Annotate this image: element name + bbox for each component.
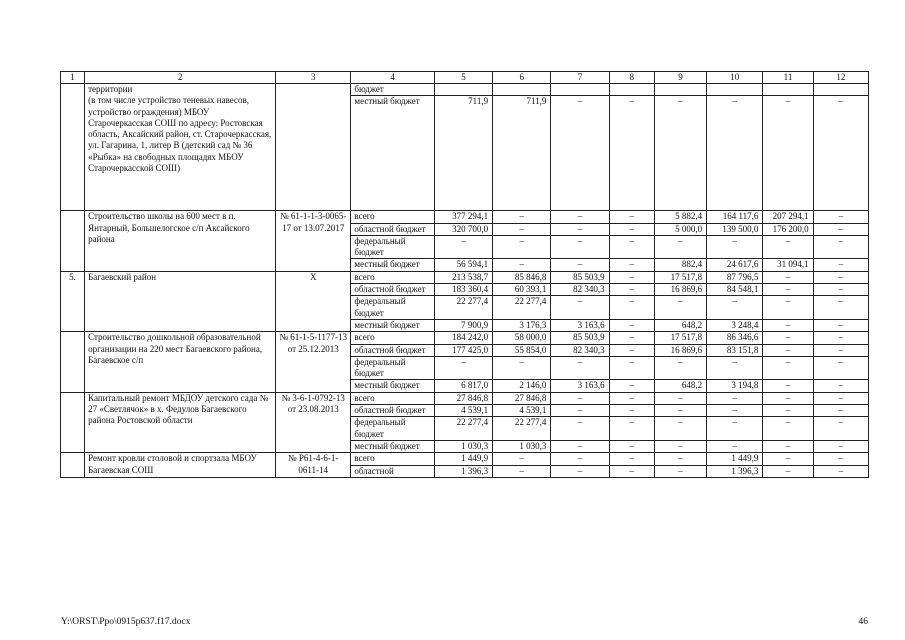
value-cell: 3 248,4: [707, 319, 763, 331]
value-cell: –: [493, 465, 551, 477]
value-cell: –: [813, 235, 868, 259]
value-cell: 83 151,8: [707, 344, 763, 356]
value-cell: 16 869,6: [654, 284, 706, 296]
value-cell: 17 517,8: [654, 332, 706, 344]
budget-type: местный бюджет: [351, 380, 434, 392]
value-cell: –: [763, 319, 813, 331]
value-cell: –: [551, 211, 609, 223]
value-cell: 320 700,0: [434, 223, 492, 235]
document-ref: № 61-1-1-3-0065-17 от 13.07.2017: [276, 211, 351, 271]
budget-type: областной бюджет: [351, 344, 434, 356]
value-cell: 176 200,0: [763, 223, 813, 235]
value-cell: –: [654, 405, 706, 417]
value-cell: –: [813, 405, 868, 417]
table-row: [61, 332, 869, 344]
value-cell: –: [609, 96, 654, 211]
value-cell: –: [813, 223, 868, 235]
value-cell: –: [707, 96, 763, 211]
value-cell: –: [813, 96, 868, 211]
row-number: 5.: [61, 271, 85, 331]
value-cell: 85 503,9: [551, 332, 609, 344]
value-cell: –: [609, 440, 654, 452]
value-cell: –: [654, 453, 706, 465]
value-cell: –: [813, 356, 868, 380]
row-number: [61, 392, 85, 452]
budget-type: всего: [351, 392, 434, 404]
value-cell: 27 846,8: [493, 392, 551, 404]
budget-table: [60, 71, 869, 478]
value-cell: –: [813, 259, 868, 271]
value-cell: –: [707, 296, 763, 320]
budget-type: всего: [351, 271, 434, 283]
value-cell: –: [763, 405, 813, 417]
value-cell: –: [609, 235, 654, 259]
value-cell: –: [654, 392, 706, 404]
value-cell: –: [609, 405, 654, 417]
value-cell: –: [609, 380, 654, 392]
value-cell: –: [763, 392, 813, 404]
value-cell: 3 194,8: [707, 380, 763, 392]
row-number: [61, 332, 85, 392]
value-cell: 1 449,9: [707, 453, 763, 465]
value-cell: –: [609, 284, 654, 296]
value-cell: –: [707, 392, 763, 404]
header-cell: 2: [85, 72, 276, 84]
value-cell: 711,9: [493, 96, 551, 211]
value-cell: –: [551, 453, 609, 465]
value-cell: 1 030,3: [493, 440, 551, 452]
value-cell: 1 396,3: [434, 465, 492, 477]
header-cell: 12: [813, 72, 868, 84]
header-cell: 3: [276, 72, 351, 84]
value-cell: –: [813, 417, 868, 441]
value-cell: –: [763, 356, 813, 380]
value-cell: 55 854,0: [493, 344, 551, 356]
value-cell: –: [493, 356, 551, 380]
object-name: Капитальный ремонт МБДОУ детского сада № 27 «Светлячок» в х. Федулов Багаевского района Ростовской области: [85, 392, 276, 452]
value-cell: –: [609, 344, 654, 356]
budget-type: федеральный бюджет: [351, 235, 434, 259]
object-name: Строительство школы на 600 мест в п. Янтарный, Большелогское с/п Аксайского района: [85, 211, 276, 271]
object-name: Ремонт кровли столовой и спортзала МБОУ Багаевская СОШ: [85, 453, 276, 478]
value-cell: –: [763, 284, 813, 296]
value-cell: –: [763, 332, 813, 344]
value-cell: 85 503,9: [551, 271, 609, 283]
value-cell: –: [813, 296, 868, 320]
value-cell: –: [609, 332, 654, 344]
value-cell: –: [813, 440, 868, 452]
value-cell: 4 539,1: [493, 405, 551, 417]
value-cell: –: [707, 417, 763, 441]
value-cell: [609, 84, 654, 96]
value-cell: 2 146,0: [493, 380, 551, 392]
value-cell: –: [763, 271, 813, 283]
value-cell: 22 277,4: [493, 296, 551, 320]
header-cell: 6: [493, 72, 551, 84]
value-cell: –: [813, 211, 868, 223]
budget-type: областной бюджет: [351, 284, 434, 296]
value-cell: –: [654, 235, 706, 259]
value-cell: –: [654, 356, 706, 380]
value-cell: –: [609, 211, 654, 223]
value-cell: –: [551, 465, 609, 477]
value-cell: –: [551, 392, 609, 404]
value-cell: 1 030,3: [434, 440, 492, 452]
value-cell: –: [707, 440, 763, 452]
value-cell: 87 796,5: [707, 271, 763, 283]
value-cell: –: [493, 235, 551, 259]
budget-type: федеральный бюджет: [351, 417, 434, 441]
value-cell: 60 393,1: [493, 284, 551, 296]
value-cell: –: [763, 453, 813, 465]
value-cell: 86 346,6: [707, 332, 763, 344]
value-cell: –: [434, 235, 492, 259]
budget-type: местный бюджет: [351, 440, 434, 452]
value-cell: –: [434, 356, 492, 380]
budget-type: федеральный бюджет: [351, 296, 434, 320]
value-cell: –: [763, 417, 813, 441]
value-cell: 184 242,0: [434, 332, 492, 344]
value-cell: –: [609, 453, 654, 465]
value-cell: 84 548,1: [707, 284, 763, 296]
value-cell: –: [813, 465, 868, 477]
budget-type: областной бюджет: [351, 223, 434, 235]
value-cell: 27 846,8: [434, 392, 492, 404]
value-cell: –: [654, 465, 706, 477]
table-row: [61, 211, 869, 223]
value-cell: –: [763, 235, 813, 259]
value-cell: 5 882,4: [654, 211, 706, 223]
value-cell: –: [609, 465, 654, 477]
value-cell: [654, 84, 706, 96]
document-ref: Х: [276, 271, 351, 331]
budget-type: федеральный бюджет: [351, 356, 434, 380]
value-cell: 82 340,3: [551, 344, 609, 356]
value-cell: –: [493, 453, 551, 465]
value-cell: [707, 84, 763, 96]
value-cell: –: [763, 96, 813, 211]
header-row: [61, 72, 869, 84]
value-cell: –: [654, 296, 706, 320]
object-name: Багаевский район: [85, 271, 276, 331]
value-cell: –: [813, 319, 868, 331]
value-cell: –: [551, 96, 609, 211]
value-cell: –: [813, 284, 868, 296]
document-ref: [276, 84, 351, 211]
value-cell: –: [654, 440, 706, 452]
value-cell: –: [707, 356, 763, 380]
value-cell: 139 500,0: [707, 223, 763, 235]
value-cell: –: [551, 235, 609, 259]
value-cell: 58 000,0: [493, 332, 551, 344]
row-number: [61, 211, 85, 271]
value-cell: –: [551, 356, 609, 380]
file-path: Y:\ORST\Ppo\0915p637.f17.docx: [61, 617, 191, 627]
value-cell: 16 869,6: [654, 344, 706, 356]
value-cell: 1 449,9: [434, 453, 492, 465]
header-cell: 8: [609, 72, 654, 84]
budget-type: всего: [351, 332, 434, 344]
budget-type: всего: [351, 211, 434, 223]
budget-type: местный бюджет: [351, 96, 434, 211]
row-number: [61, 453, 85, 478]
value-cell: 1 396,3: [707, 465, 763, 477]
value-cell: –: [813, 453, 868, 465]
header-cell: 5: [434, 72, 492, 84]
value-cell: 5 000,0: [654, 223, 706, 235]
value-cell: 648,2: [654, 319, 706, 331]
value-cell: 82 340,3: [551, 284, 609, 296]
value-cell: –: [763, 380, 813, 392]
header-cell: 7: [551, 72, 609, 84]
header-cell: 11: [763, 72, 813, 84]
value-cell: 22 277,4: [434, 417, 492, 441]
budget-type: всего: [351, 453, 434, 465]
value-cell: 377 294,1: [434, 211, 492, 223]
document-ref: № Р61-4-6-1-0611-14: [276, 453, 351, 478]
budget-type: местный бюджет: [351, 259, 434, 271]
value-cell: 4 539,1: [434, 405, 492, 417]
value-cell: –: [551, 296, 609, 320]
value-cell: 3 163,6: [551, 319, 609, 331]
value-cell: –: [763, 465, 813, 477]
value-cell: –: [551, 223, 609, 235]
value-cell: –: [493, 223, 551, 235]
row-number: [61, 84, 85, 211]
value-cell: –: [493, 211, 551, 223]
value-cell: 22 277,4: [434, 296, 492, 320]
table-row: [61, 453, 869, 465]
value-cell: [813, 84, 868, 96]
value-cell: –: [609, 417, 654, 441]
document-ref: № 3-6-1-0792-13 от 23.08.2013: [276, 392, 351, 452]
value-cell: 882,4: [654, 259, 706, 271]
value-cell: [551, 84, 609, 96]
table-row: [61, 271, 869, 283]
value-cell: –: [609, 223, 654, 235]
value-cell: 183 360,4: [434, 284, 492, 296]
value-cell: 7 900,9: [434, 319, 492, 331]
value-cell: –: [707, 235, 763, 259]
value-cell: 711,9: [434, 96, 492, 211]
value-cell: 22 277,4: [493, 417, 551, 441]
value-cell: 85 846,8: [493, 271, 551, 283]
value-cell: –: [813, 332, 868, 344]
value-cell: 164 117,6: [707, 211, 763, 223]
value-cell: –: [609, 296, 654, 320]
value-cell: –: [763, 296, 813, 320]
header-cell: 4: [351, 72, 434, 84]
value-cell: 177 425,0: [434, 344, 492, 356]
budget-type: бюджет: [351, 84, 434, 96]
table-row: [61, 84, 869, 96]
value-cell: 213 538,7: [434, 271, 492, 283]
header-cell: 10: [707, 72, 763, 84]
header-cell: 9: [654, 72, 706, 84]
budget-type: областной бюджет: [351, 405, 434, 417]
value-cell: –: [707, 405, 763, 417]
value-cell: 17 517,8: [654, 271, 706, 283]
value-cell: –: [654, 417, 706, 441]
value-cell: –: [609, 271, 654, 283]
object-name: территории (в том числе устройство теневых навесов, устройство ограждения) МБОУ Старочеркасская СОШ по адресу: Ростовская область, Аксайский район, ст. Старочеркасская, ул. Гагарина, 1, литер В (детский сад № 36 «Рыбка» на свободных площадях МБОУ Старочеркасской СОШ): [85, 84, 276, 211]
value-cell: –: [763, 344, 813, 356]
budget-type: местный бюджет: [351, 319, 434, 331]
value-cell: 648,2: [654, 380, 706, 392]
value-cell: [493, 84, 551, 96]
value-cell: 24 617,6: [707, 259, 763, 271]
value-cell: [763, 84, 813, 96]
value-cell: 3 176,3: [493, 319, 551, 331]
page-number: 46: [858, 617, 868, 627]
value-cell: –: [813, 380, 868, 392]
value-cell: 6 817,0: [434, 380, 492, 392]
budget-type: областной: [351, 465, 434, 477]
value-cell: –: [813, 271, 868, 283]
table-row: [61, 392, 869, 404]
header-cell: 1: [61, 72, 85, 84]
value-cell: –: [551, 440, 609, 452]
value-cell: 3 163,6: [551, 380, 609, 392]
document-ref: № 61-1-5-1177-13 от 25.12.2013: [276, 332, 351, 392]
value-cell: 207 294,1: [763, 211, 813, 223]
value-cell: –: [551, 417, 609, 441]
object-name: Строительство дошкольной образовательной организации на 220 мест Багаевского района, Багаевское с/п: [85, 332, 276, 392]
value-cell: –: [813, 392, 868, 404]
value-cell: –: [493, 259, 551, 271]
value-cell: –: [551, 405, 609, 417]
value-cell: 56 594,1: [434, 259, 492, 271]
value-cell: –: [609, 259, 654, 271]
value-cell: [434, 84, 492, 96]
value-cell: –: [551, 259, 609, 271]
value-cell: 31 094,1: [763, 259, 813, 271]
value-cell: –: [654, 96, 706, 211]
value-cell: –: [609, 319, 654, 331]
value-cell: –: [763, 440, 813, 452]
value-cell: –: [609, 356, 654, 380]
value-cell: –: [813, 344, 868, 356]
value-cell: –: [609, 392, 654, 404]
